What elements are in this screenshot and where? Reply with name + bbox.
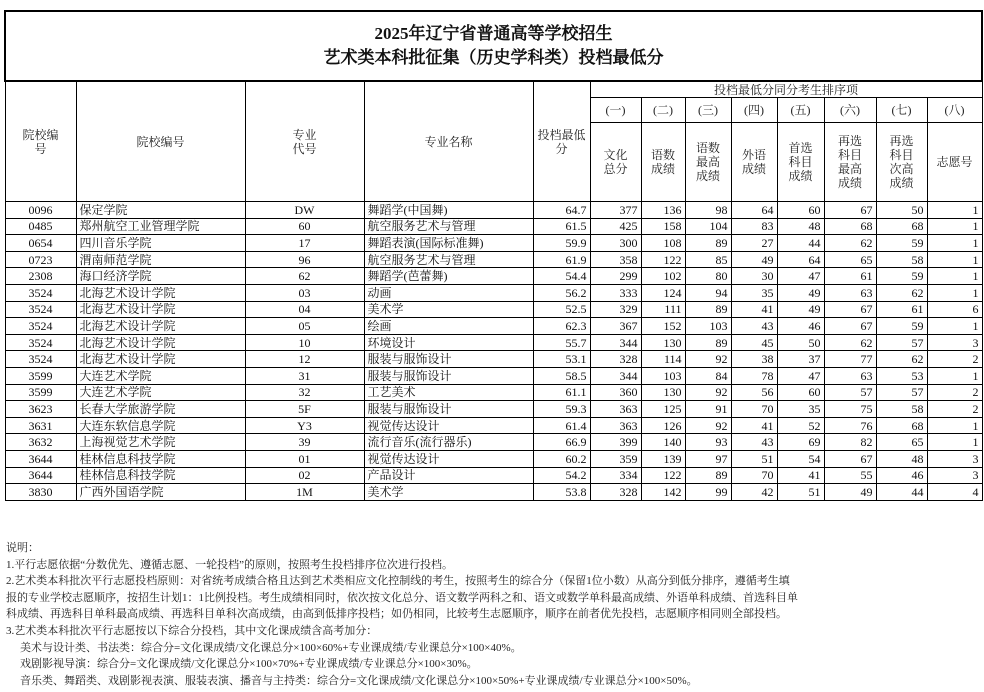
cell-school-code: 0485 [5, 218, 76, 235]
cell-first-subject: 48 [777, 218, 824, 235]
cell-chinese-math: 103 [641, 367, 685, 384]
cell-chinese-math-max: 104 [685, 218, 731, 235]
cell-culture-total: 300 [590, 235, 641, 252]
cell-school-name: 北海艺术设计学院 [76, 334, 245, 351]
cell-chinese-math-max: 80 [685, 268, 731, 285]
cell-major-code: 04 [245, 301, 364, 318]
cell-foreign-lang: 42 [731, 484, 777, 501]
cell-chinese-math-max: 85 [685, 251, 731, 268]
cell-major-name: 工艺美术 [364, 384, 533, 401]
cell-foreign-lang: 35 [731, 284, 777, 301]
table-row [5, 351, 982, 368]
cell-school-name: 北海艺术设计学院 [76, 318, 245, 335]
cell-min-score: 61.1 [533, 384, 590, 401]
cell-school-name: 广西外国语学院 [76, 484, 245, 501]
cell-major-code: 39 [245, 434, 364, 451]
cell-chinese-math-max: 92 [685, 384, 731, 401]
cell-second-subject-max: 67 [824, 450, 876, 467]
notes-line: 音乐类、舞蹈类、戏剧影视表演、服装表演、播音与主持类：综合分=文化课成绩/文化课总分×100×50%+专业课成绩/专业课总分×100×50%。 [20, 674, 698, 687]
cell-chinese-math-max: 89 [685, 467, 731, 484]
cell-culture-total: 328 [590, 351, 641, 368]
notes-line: 3.艺术类本科批次平行志愿按以下综合分投档，其中文化课成绩含高考加分： [6, 624, 378, 637]
cell-chinese-math: 126 [641, 417, 685, 434]
cell-foreign-lang: 51 [731, 450, 777, 467]
cell-preference-no: 1 [927, 268, 982, 285]
cell-second-subject-next: 59 [876, 268, 927, 285]
cell-first-subject: 54 [777, 450, 824, 467]
cell-school-name: 桂林信息科技学院 [76, 450, 245, 467]
cell-major-code: 5F [245, 401, 364, 418]
cell-culture-total: 329 [590, 301, 641, 318]
cell-major-code: 96 [245, 251, 364, 268]
cell-chinese-math-max: 92 [685, 417, 731, 434]
cell-school-code: 0654 [5, 235, 76, 252]
cell-major-code: 32 [245, 384, 364, 401]
cell-chinese-math-max: 99 [685, 484, 731, 501]
header-tiebreak-label: 首选科目成绩 [777, 123, 824, 202]
table-row [5, 417, 982, 434]
cell-major-name: 产品设计 [364, 467, 533, 484]
cell-first-subject: 60 [777, 384, 824, 401]
cell-school-code: 3524 [5, 284, 76, 301]
cell-second-subject-next: 61 [876, 301, 927, 318]
cell-foreign-lang: 43 [731, 434, 777, 451]
cell-school-name: 北海艺术设计学院 [76, 284, 245, 301]
cell-major-name: 航空服务艺术与管理 [364, 251, 533, 268]
table-row [5, 235, 982, 252]
cell-major-name: 服装与服饰设计 [364, 401, 533, 418]
cell-second-subject-max: 75 [824, 401, 876, 418]
cell-major-code: 62 [245, 268, 364, 285]
cell-second-subject-next: 50 [876, 202, 927, 219]
header-tiebreak-label: 再选科目最高成绩 [824, 123, 876, 202]
cell-culture-total: 334 [590, 467, 641, 484]
cell-culture-total: 363 [590, 401, 641, 418]
cell-chinese-math: 111 [641, 301, 685, 318]
header-min-score: 投档最低分 [533, 81, 590, 202]
cell-major-name: 流行音乐(流行器乐) [364, 434, 533, 451]
table-row [5, 268, 982, 285]
table-body [5, 202, 982, 501]
cell-first-subject: 35 [777, 401, 824, 418]
cell-culture-total: 367 [590, 318, 641, 335]
cell-second-subject-next: 58 [876, 401, 927, 418]
cell-foreign-lang: 83 [731, 218, 777, 235]
cell-second-subject-max: 63 [824, 367, 876, 384]
cell-chinese-math: 130 [641, 384, 685, 401]
cell-second-subject-next: 62 [876, 351, 927, 368]
cell-major-code: 17 [245, 235, 364, 252]
cell-foreign-lang: 41 [731, 301, 777, 318]
header-tiebreak-num: (四) [731, 98, 777, 123]
cell-min-score: 54.4 [533, 268, 590, 285]
table-row [5, 301, 982, 318]
cell-major-name: 服装与服饰设计 [364, 367, 533, 384]
cell-foreign-lang: 78 [731, 367, 777, 384]
cell-second-subject-max: 55 [824, 467, 876, 484]
table-row [5, 401, 982, 418]
cell-chinese-math-max: 93 [685, 434, 731, 451]
cell-school-code: 3644 [5, 467, 76, 484]
cell-second-subject-max: 68 [824, 218, 876, 235]
cell-culture-total: 377 [590, 202, 641, 219]
cell-preference-no: 1 [927, 284, 982, 301]
cell-foreign-lang: 49 [731, 251, 777, 268]
header-tiebreak-num: (七) [876, 98, 927, 123]
cell-second-subject-max: 49 [824, 484, 876, 501]
header-tiebreak-label: 再选科目次高成绩 [876, 123, 927, 202]
cell-second-subject-max: 67 [824, 318, 876, 335]
cell-school-name: 上海视觉艺术学院 [76, 434, 245, 451]
cell-school-name: 桂林信息科技学院 [76, 467, 245, 484]
cell-school-name: 北海艺术设计学院 [76, 301, 245, 318]
header-major-code: 专业代号 [245, 81, 364, 202]
cell-preference-no: 1 [927, 434, 982, 451]
cell-second-subject-next: 62 [876, 284, 927, 301]
cell-preference-no: 1 [927, 367, 982, 384]
header-tiebreak-label: 语数成绩 [641, 123, 685, 202]
header-tiebreak-num: (五) [777, 98, 824, 123]
cell-school-code: 3631 [5, 417, 76, 434]
cell-chinese-math: 122 [641, 467, 685, 484]
cell-school-code: 3524 [5, 351, 76, 368]
cell-school-code: 3599 [5, 367, 76, 384]
cell-major-name: 航空服务艺术与管理 [364, 218, 533, 235]
cell-culture-total: 299 [590, 268, 641, 285]
cell-chinese-math-max: 97 [685, 450, 731, 467]
cell-major-code: 31 [245, 367, 364, 384]
cell-major-name: 视觉传达设计 [364, 450, 533, 467]
cell-major-name: 视觉传达设计 [364, 417, 533, 434]
cell-second-subject-next: 68 [876, 218, 927, 235]
cell-min-score: 61.4 [533, 417, 590, 434]
table-row [5, 467, 982, 484]
cell-major-name: 美术学 [364, 301, 533, 318]
cell-major-code: Y3 [245, 417, 364, 434]
cell-min-score: 62.3 [533, 318, 590, 335]
cell-chinese-math: 130 [641, 334, 685, 351]
cell-chinese-math: 139 [641, 450, 685, 467]
cell-major-name: 绘画 [364, 318, 533, 335]
cell-first-subject: 64 [777, 251, 824, 268]
table-row [5, 434, 982, 451]
cell-min-score: 58.5 [533, 367, 590, 384]
cell-chinese-math: 152 [641, 318, 685, 335]
cell-major-code: 01 [245, 450, 364, 467]
cell-foreign-lang: 64 [731, 202, 777, 219]
cell-min-score: 64.7 [533, 202, 590, 219]
cell-chinese-math: 158 [641, 218, 685, 235]
header-tiebreak-num: (一) [590, 98, 641, 123]
table-row [5, 251, 982, 268]
cell-foreign-lang: 30 [731, 268, 777, 285]
cell-culture-total: 358 [590, 251, 641, 268]
cell-first-subject: 50 [777, 334, 824, 351]
cell-major-name: 服装与服饰设计 [364, 351, 533, 368]
cell-min-score: 53.1 [533, 351, 590, 368]
cell-preference-no: 4 [927, 484, 982, 501]
notes-section [6, 540, 978, 689]
cell-major-code: 12 [245, 351, 364, 368]
cell-preference-no: 1 [927, 251, 982, 268]
cell-chinese-math: 136 [641, 202, 685, 219]
cell-chinese-math: 125 [641, 401, 685, 418]
cell-second-subject-max: 62 [824, 334, 876, 351]
cell-min-score: 56.2 [533, 284, 590, 301]
cell-second-subject-max: 67 [824, 301, 876, 318]
header-tiebreak-label: 志愿号 [927, 123, 982, 202]
header-tiebreak-num: (二) [641, 98, 685, 123]
notes-line: 科成绩、再选科目单科最高成绩、再选科目单科次高成绩，由高到低排序投档；如仍相同，比较考生志愿顺序，顺序在前者优先投档，志愿顺序相同则全部投档。 [6, 608, 787, 621]
header-tiebreak-num: (三) [685, 98, 731, 123]
title-row [5, 11, 982, 81]
cell-chinese-math-max: 84 [685, 367, 731, 384]
cell-culture-total: 328 [590, 484, 641, 501]
cell-school-name: 长春大学旅游学院 [76, 401, 245, 418]
cell-second-subject-next: 48 [876, 450, 927, 467]
cell-second-subject-max: 76 [824, 417, 876, 434]
notes-heading: 说明： [6, 542, 39, 554]
cell-min-score: 52.5 [533, 301, 590, 318]
cell-major-name: 舞蹈学(中国舞) [364, 202, 533, 219]
cell-min-score: 61.5 [533, 218, 590, 235]
cell-culture-total: 363 [590, 417, 641, 434]
cell-major-code: 1M [245, 484, 364, 501]
cell-foreign-lang: 27 [731, 235, 777, 252]
cell-second-subject-next: 57 [876, 384, 927, 401]
cell-first-subject: 60 [777, 202, 824, 219]
cell-major-code: 02 [245, 467, 364, 484]
cell-school-name: 渭南师范学院 [76, 251, 245, 268]
cell-second-subject-next: 58 [876, 251, 927, 268]
cell-second-subject-max: 82 [824, 434, 876, 451]
cell-school-code: 3632 [5, 434, 76, 451]
table-row [5, 318, 982, 335]
cell-preference-no: 1 [927, 318, 982, 335]
header-tiebreak-num: (八) [927, 98, 982, 123]
cell-school-name: 郑州航空工业管理学院 [76, 218, 245, 235]
cell-chinese-math: 108 [641, 235, 685, 252]
cell-chinese-math-max: 103 [685, 318, 731, 335]
header-school-code: 院校编号 [5, 81, 76, 202]
cell-chinese-math-max: 98 [685, 202, 731, 219]
notes-line: 2.艺术类本科批次平行志愿投档原则：对省统考成绩合格且达到艺术类相应文化控制线的考生，按照考生的综合分（保留1位小数）从高分到低分排序，遵循考生填 [6, 575, 790, 588]
notes-line: 美术与设计类、书法类：综合分=文化课成绩/文化课总分×100×60%+专业课成绩/专业课总分×100×40%。 [20, 641, 522, 654]
notes-line: 报的专业学校志愿顺序，按招生计划1：1比例投档。考生成绩相同时，依次按文化总分、语文数学两科之和、语文或数学单科最高成绩、外语单科成绩、首选科目单 [6, 591, 798, 604]
cell-foreign-lang: 45 [731, 334, 777, 351]
cell-preference-no: 1 [927, 235, 982, 252]
cell-second-subject-next: 59 [876, 235, 927, 252]
cell-school-name: 海口经济学院 [76, 268, 245, 285]
cell-chinese-math-max: 89 [685, 235, 731, 252]
cell-second-subject-next: 57 [876, 334, 927, 351]
cell-first-subject: 47 [777, 268, 824, 285]
header-tiebreak-label: 外语成绩 [731, 123, 777, 202]
cell-second-subject-max: 61 [824, 268, 876, 285]
cell-first-subject: 69 [777, 434, 824, 451]
cell-school-code: 3524 [5, 301, 76, 318]
cell-major-code: 03 [245, 284, 364, 301]
cell-second-subject-max: 62 [824, 235, 876, 252]
cell-first-subject: 41 [777, 467, 824, 484]
cell-first-subject: 52 [777, 417, 824, 434]
cell-foreign-lang: 43 [731, 318, 777, 335]
header-major-name: 专业名称 [364, 81, 533, 202]
cell-culture-total: 359 [590, 450, 641, 467]
cell-culture-total: 360 [590, 384, 641, 401]
cell-culture-total: 399 [590, 434, 641, 451]
cell-major-code: 10 [245, 334, 364, 351]
header-tiebreak-num: (六) [824, 98, 876, 123]
cell-second-subject-max: 57 [824, 384, 876, 401]
cell-culture-total: 344 [590, 367, 641, 384]
cell-school-name: 大连东软信息学院 [76, 417, 245, 434]
table-row [5, 384, 982, 401]
cell-major-code: 05 [245, 318, 364, 335]
cell-foreign-lang: 41 [731, 417, 777, 434]
header-school-name: 院校编号 [76, 81, 245, 202]
cell-second-subject-next: 68 [876, 417, 927, 434]
cell-chinese-math-max: 92 [685, 351, 731, 368]
admission-score-table [4, 10, 983, 501]
cell-chinese-math: 122 [641, 251, 685, 268]
cell-school-code: 0723 [5, 251, 76, 268]
cell-preference-no: 1 [927, 417, 982, 434]
cell-school-name: 北海艺术设计学院 [76, 351, 245, 368]
cell-school-name: 大连艺术学院 [76, 384, 245, 401]
cell-major-name: 动画 [364, 284, 533, 301]
cell-second-subject-next: 46 [876, 467, 927, 484]
cell-foreign-lang: 70 [731, 467, 777, 484]
header-tiebreak-label: 文化总分 [590, 123, 641, 202]
table-row [5, 484, 982, 501]
cell-foreign-lang: 38 [731, 351, 777, 368]
table-row [5, 367, 982, 384]
cell-min-score: 61.9 [533, 251, 590, 268]
cell-school-code: 3524 [5, 318, 76, 335]
title-line-2: 艺术类本科批征集（历史学科类）投档最低分 [323, 48, 664, 67]
cell-major-name: 舞蹈表演(国际标准舞) [364, 235, 533, 252]
cell-min-score: 55.7 [533, 334, 590, 351]
cell-second-subject-next: 59 [876, 318, 927, 335]
table-title [5, 11, 982, 81]
cell-major-name: 环境设计 [364, 334, 533, 351]
cell-min-score: 60.2 [533, 450, 590, 467]
cell-min-score: 54.2 [533, 467, 590, 484]
cell-school-code: 2308 [5, 268, 76, 285]
cell-culture-total: 344 [590, 334, 641, 351]
cell-school-name: 大连艺术学院 [76, 367, 245, 384]
cell-school-code: 0096 [5, 202, 76, 219]
table-row [5, 450, 982, 467]
cell-chinese-math-max: 89 [685, 334, 731, 351]
cell-second-subject-next: 53 [876, 367, 927, 384]
cell-school-name: 保定学院 [76, 202, 245, 219]
cell-min-score: 53.8 [533, 484, 590, 501]
cell-preference-no: 1 [927, 202, 982, 219]
cell-first-subject: 44 [777, 235, 824, 252]
cell-second-subject-max: 63 [824, 284, 876, 301]
cell-chinese-math: 140 [641, 434, 685, 451]
table-row [5, 334, 982, 351]
cell-first-subject: 49 [777, 301, 824, 318]
cell-first-subject: 51 [777, 484, 824, 501]
cell-preference-no: 3 [927, 467, 982, 484]
cell-preference-no: 2 [927, 401, 982, 418]
notes-line: 戏剧影视导演：综合分=文化课成绩/文化课总分×100×70%+专业课成绩/专业课总分×100×30%。 [20, 658, 478, 671]
cell-min-score: 66.9 [533, 434, 590, 451]
cell-foreign-lang: 56 [731, 384, 777, 401]
cell-chinese-math-max: 89 [685, 301, 731, 318]
cell-second-subject-max: 77 [824, 351, 876, 368]
cell-school-code: 3599 [5, 384, 76, 401]
admission-score-table-container [4, 10, 981, 501]
cell-school-code: 3830 [5, 484, 76, 501]
cell-culture-total: 333 [590, 284, 641, 301]
header-row-1 [5, 81, 982, 98]
cell-foreign-lang: 70 [731, 401, 777, 418]
cell-second-subject-next: 65 [876, 434, 927, 451]
cell-first-subject: 47 [777, 367, 824, 384]
cell-major-code: 60 [245, 218, 364, 235]
cell-second-subject-max: 65 [824, 251, 876, 268]
table-row [5, 284, 982, 301]
cell-major-name: 美术学 [364, 484, 533, 501]
cell-school-code: 3623 [5, 401, 76, 418]
cell-chinese-math-max: 94 [685, 284, 731, 301]
notes-line: 1.平行志愿依据“分数优先、遵循志愿、一轮投档”的原则，按照考生投档排序位次进行投档。 [6, 558, 454, 571]
cell-min-score: 59.9 [533, 235, 590, 252]
cell-major-code: DW [245, 202, 364, 219]
cell-school-name: 四川音乐学院 [76, 235, 245, 252]
header-tiebreak-group: 投档最低分同分考生排序项 [590, 81, 982, 98]
cell-chinese-math: 102 [641, 268, 685, 285]
title-line-1: 2025年辽宁省普通高等学校招生 [374, 24, 613, 43]
cell-first-subject: 46 [777, 318, 824, 335]
cell-chinese-math: 124 [641, 284, 685, 301]
cell-preference-no: 1 [927, 218, 982, 235]
header-tiebreak-label: 语数最高成绩 [685, 123, 731, 202]
cell-chinese-math-max: 91 [685, 401, 731, 418]
cell-chinese-math: 114 [641, 351, 685, 368]
cell-preference-no: 3 [927, 334, 982, 351]
cell-second-subject-next: 44 [876, 484, 927, 501]
cell-second-subject-max: 67 [824, 202, 876, 219]
cell-school-code: 3524 [5, 334, 76, 351]
cell-first-subject: 49 [777, 284, 824, 301]
cell-preference-no: 6 [927, 301, 982, 318]
table-row [5, 218, 982, 235]
cell-preference-no: 3 [927, 450, 982, 467]
cell-major-name: 舞蹈学(芭蕾舞) [364, 268, 533, 285]
cell-chinese-math: 142 [641, 484, 685, 501]
cell-culture-total: 425 [590, 218, 641, 235]
table-row [5, 202, 982, 219]
cell-first-subject: 37 [777, 351, 824, 368]
cell-preference-no: 2 [927, 351, 982, 368]
cell-school-code: 3644 [5, 450, 76, 467]
cell-preference-no: 2 [927, 384, 982, 401]
cell-min-score: 59.3 [533, 401, 590, 418]
